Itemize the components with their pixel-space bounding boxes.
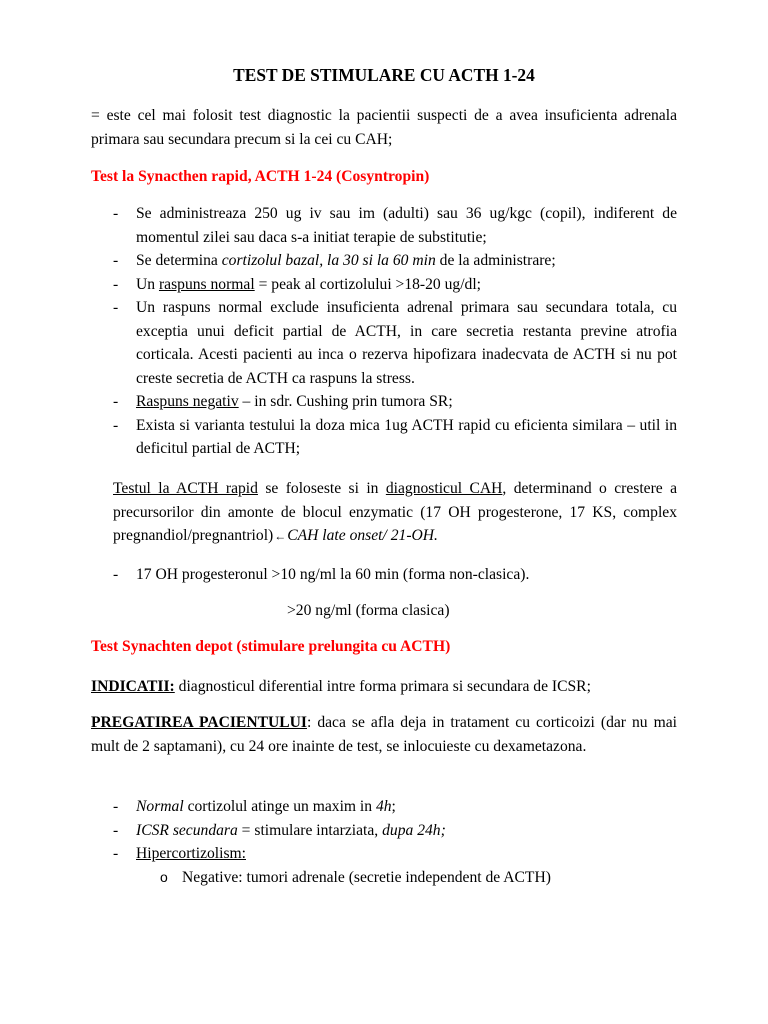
pregatire-paragraph: [91, 711, 677, 758]
list-item-underlined: Raspuns negativ: [136, 393, 239, 410]
list-item: [91, 202, 677, 249]
cah-underlined-phrase: diagnosticul CAH: [385, 480, 503, 497]
list-item-text: 17 OH progesteronul >10 ng/ml la 60 min (forma non-clasica).: [136, 566, 530, 583]
list-item-emphasis: dupa 24h;: [382, 821, 446, 839]
section2-list: [91, 795, 677, 866]
dash-marker: -: [113, 821, 119, 839]
dash-marker: -: [113, 798, 119, 815]
list-item: [91, 273, 677, 297]
list-item-text: – in sdr. Cushing prin tumora SR;: [238, 393, 453, 410]
list-item-emphasis: 4h: [375, 798, 392, 815]
list-item-text: Un raspuns normal exclude insuficienta adrenal primara sau secundara totala, cu exceptia unui deficit partial de ACTH, in care secretia restanta previne atrofia corticala. Acesti pacienti au inca o rezerva hipofizara inadecvata de ACTH si nu pot creste secretia de ACTH ca raspuns la stress.: [136, 299, 677, 387]
document-title: TEST DE STIMULARE CU ACTH 1-24: [233, 65, 535, 85]
list-item-text: cortizolul atinge un maxim in: [183, 798, 376, 815]
cah-text: se foloseste si in: [257, 480, 386, 497]
list-item: [91, 390, 677, 414]
oh-list: [91, 563, 677, 587]
circle-bullet-icon: o: [160, 869, 168, 885]
list-item-text: de la administrare;: [435, 252, 556, 269]
list-item: [91, 249, 677, 273]
list-item-text: Exista si varianta testului la doza mica 1ug ACTH rapid cu eficienta similara – util in deficitul partial de ACTH;: [136, 416, 677, 457]
dash-marker: -: [113, 299, 119, 316]
cah-paragraph: [113, 477, 677, 549]
section1-list: [91, 202, 677, 461]
dash-marker: -: [113, 416, 119, 434]
intro-paragraph: = este cel mai folosit test diagnostic la pacientii suspecti de a avea insuficienta adrenala primara sau secundara precum si la cei cu CAH;: [91, 107, 677, 148]
pregatire-text: : daca se afla deja in tratament cu corticoizi (dar nu mai mult de 2 saptamani), cu 24 ore inainte de test, se inlocuieste cu dexametazona.: [91, 714, 677, 755]
dash-marker: -: [113, 275, 119, 293]
dash-marker: -: [113, 393, 119, 410]
list-item: [91, 842, 677, 866]
dash-marker: -: [113, 566, 119, 583]
list-item: [91, 414, 677, 461]
cah-italic-note: CAH late onset/ 21-OH.: [287, 527, 438, 544]
list-item: [91, 563, 677, 587]
indicatii-label: INDICATII:: [91, 678, 175, 695]
left-arrow-icon: ←: [274, 529, 287, 543]
list-item: [91, 795, 677, 819]
sub-list-item-text: Negative: tumori adrenale (secretie independent de ACTH): [182, 869, 551, 886]
list-item-text: Un: [136, 275, 159, 293]
list-item-text: Se determina: [136, 252, 222, 269]
list-item-text: = stimulare intarziata,: [237, 821, 383, 839]
section1-heading: Test la Synacthen rapid, ACTH 1-24 (Cosyntropin): [91, 168, 430, 185]
list-item: [91, 296, 677, 390]
list-item-emphasis: Normal: [136, 798, 184, 815]
list-item-emphasis: cortizolul bazal, la 30 si la 60 min: [221, 252, 436, 269]
list-item: [91, 819, 677, 843]
cah-underlined-phrase: Testul la ACTH rapid: [113, 480, 258, 497]
list-item-text: ;: [391, 798, 396, 815]
dash-marker: -: [113, 845, 119, 862]
oh-second-line: >20 ng/ml (forma clasica): [287, 602, 450, 619]
list-item-underlined: raspuns normal: [158, 275, 255, 293]
indicatii-text: diagnosticul diferential intre forma primara si secundara de ICSR;: [174, 678, 591, 695]
list-item-text: = peak al cortizolului >18-20 ug/dl;: [254, 275, 482, 293]
list-item-underlined: Hipercortizolism:: [136, 845, 246, 862]
dash-marker: -: [113, 205, 119, 222]
pregatire-label: PREGATIREA PACIENTULUI: [91, 714, 307, 731]
dash-marker: -: [113, 252, 119, 269]
cah-text: , determinand o crestere a precursorilor din amonte de blocul enzymatic (17 OH progesterone, 17 KS, complex pregnandiol/pregnantriol): [113, 480, 677, 544]
sub-list-item: [91, 866, 768, 890]
section2-heading: Test Synachten depot (stimulare prelungita cu ACTH): [91, 638, 451, 655]
list-item-text: Se administreaza 250 ug iv sau im (adulti) sau 36 ug/kgc (copil), indiferent de momentul zilei sau daca s-a initiat terapie de substitutie;: [136, 205, 677, 246]
list-item-emphasis: ICSR secundara: [136, 821, 238, 839]
indicatii-paragraph: [91, 675, 677, 699]
